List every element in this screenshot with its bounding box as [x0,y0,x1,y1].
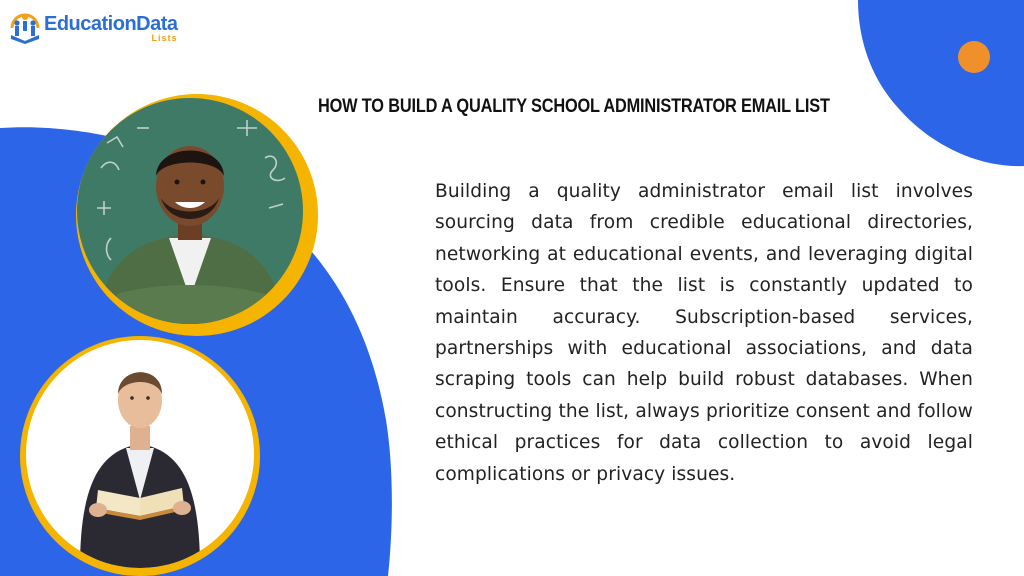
body-paragraph: Building a quality administrator email list involves sourcing data from credible educational directories, networking at educational events, and leveraging digital tools. Ensure that the list is constantly updated to maintain accuracy. Subscription-based services, partnerships with educational associations, and data scraping tools can help build robust databases. When constructing the list, always prioritize consent and follow ethical practices for data collection to avoid legal complications or privacy issues. [435,181,973,485]
teacher-photo [77,98,303,324]
orange-dot [958,41,990,73]
administrator-photo [26,340,254,568]
education-people-icon [8,8,42,44]
logo-name: EducationData [44,13,178,35]
administrator-illustration [26,340,254,568]
logo[interactable] [8,8,178,44]
logo-subtitle: Lists [151,33,178,43]
top-right-blue-shape [858,0,1024,166]
page-title: HOW TO BUILD A QUALITY SCHOOL ADMINISTRATOR EMAIL LIST [318,96,830,117]
teacher-illustration [77,98,303,324]
logo-text [44,8,178,43]
